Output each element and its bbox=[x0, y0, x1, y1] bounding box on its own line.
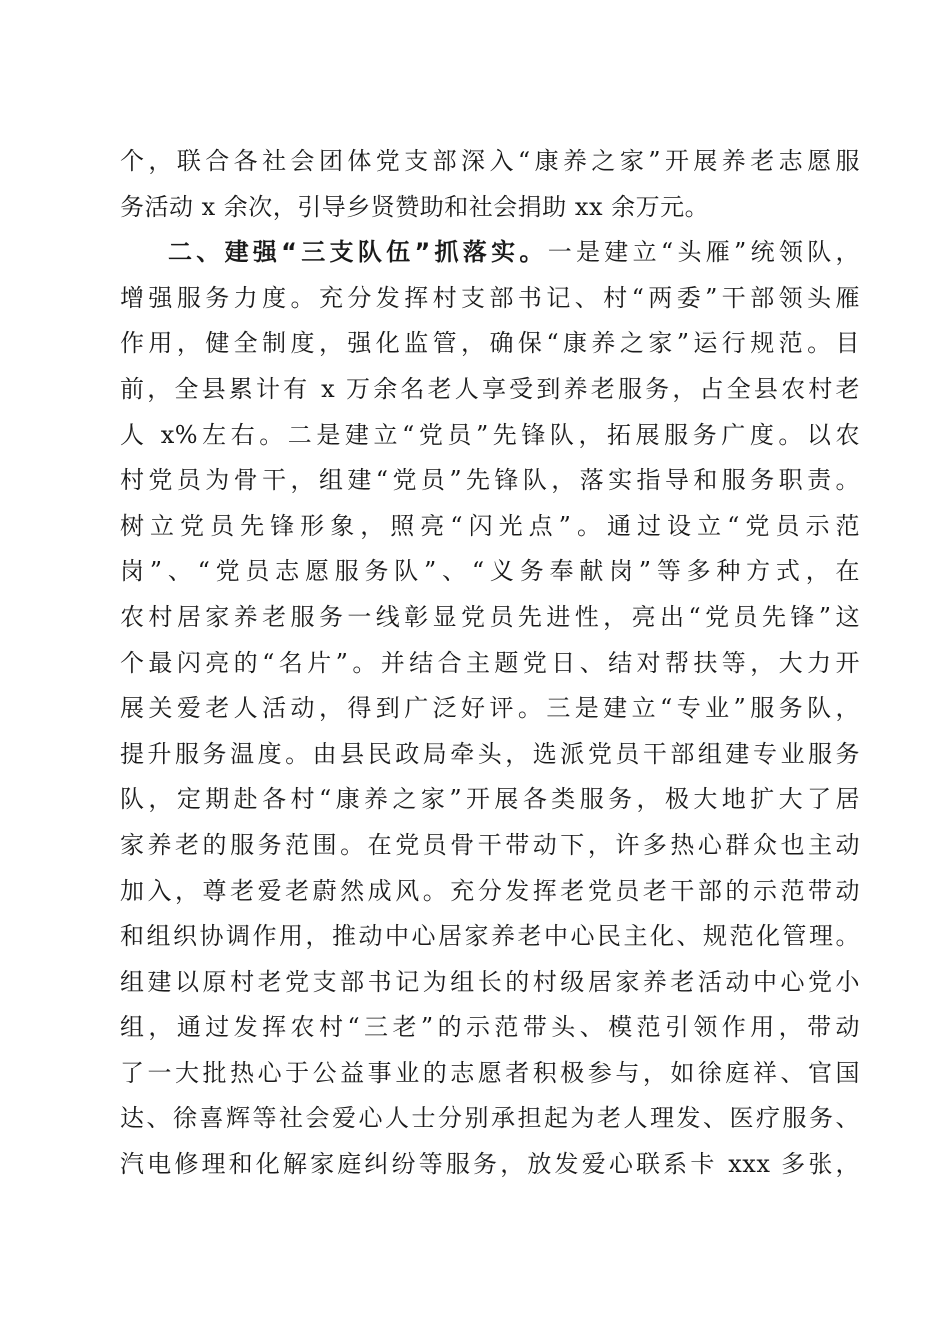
paragraph-line: 务活动 x 余次，引导乡贤赞助和社会捐助 xx 余万元。 bbox=[120, 192, 710, 221]
paragraph-line: 汽电修理和化解家庭纠纷等服务，放发爱心联系卡 xxx 多张， bbox=[120, 1150, 860, 1179]
paragraph-line: 增强服务力度。充分发挥村支部书记、村“两委”干部领头雁 bbox=[120, 283, 860, 312]
paragraph-line: 个，联合各社会团体党支部深入“康养之家”开展养老志愿服 bbox=[120, 147, 860, 175]
paragraph-line: 加入，尊老爱老蔚然成风。充分发挥老党员老干部的示范带动 bbox=[120, 876, 860, 905]
section-heading: 二、建强“三支队伍”抓落实。 bbox=[168, 238, 548, 267]
paragraph-line: 人 x%左右。二是建立“党员”先锋队，拓展服务广度。以农 bbox=[120, 420, 860, 449]
section-heading-line bbox=[120, 230, 860, 276]
document-body bbox=[120, 139, 860, 1188]
paragraph-line: 前，全县累计有 x 万余名老人享受到养老服务，占全县农村老 bbox=[120, 374, 860, 403]
paragraph-line: 农村居家养老服务一线彰显党员先进性，亮出“党员先锋”这 bbox=[120, 602, 860, 631]
paragraph-line: 岗”、“党员志愿服务队”、“义务奉献岗”等多种方式，在 bbox=[120, 557, 860, 586]
paragraph-line: 家养老的服务范围。在党员骨干带动下，许多热心群众也主动 bbox=[120, 830, 860, 859]
paragraph-line: 作用，健全制度，强化监管，确保“康养之家”运行规范。目 bbox=[120, 329, 860, 358]
paragraph-line: 树立党员先锋形象，照亮“闪光点”。通过设立“党员示范 bbox=[120, 511, 860, 540]
paragraph-line: 提升服务温度。由县民政局牵头，选派党员干部组建专业服务 bbox=[120, 739, 860, 768]
paragraph-line: 了一大批热心于公益事业的志愿者积极参与，如徐庭祥、官国 bbox=[120, 1058, 860, 1087]
paragraph-text: 一是建立“头雁”统领队， bbox=[547, 238, 861, 267]
paragraph-line: 和组织协调作用，推动中心居家养老中心民主化、规范化管理。 bbox=[120, 922, 860, 951]
paragraph-line: 展关爱老人活动，得到广泛好评。三是建立“专业”服务队， bbox=[120, 694, 860, 723]
paragraph-line: 个最闪亮的“名片”。并结合主题党日、结对帮扶等，大力开 bbox=[120, 648, 860, 677]
paragraph-line: 村党员为骨干，组建“党员”先锋队，落实指导和服务职责。 bbox=[120, 466, 860, 495]
paragraph-line: 组，通过发挥农村“三老”的示范带头、模范引领作用，带动 bbox=[120, 1013, 860, 1042]
paragraph-line: 队，定期赴各村“康养之家”开展各类服务，极大地扩大了居 bbox=[120, 785, 860, 814]
paragraph-line: 组建以原村老党支部书记为组长的村级居家养老活动中心党小 bbox=[120, 967, 860, 996]
paragraph-line: 达、徐喜辉等社会爱心人士分别承担起为老人理发、医疗服务、 bbox=[120, 1104, 860, 1133]
